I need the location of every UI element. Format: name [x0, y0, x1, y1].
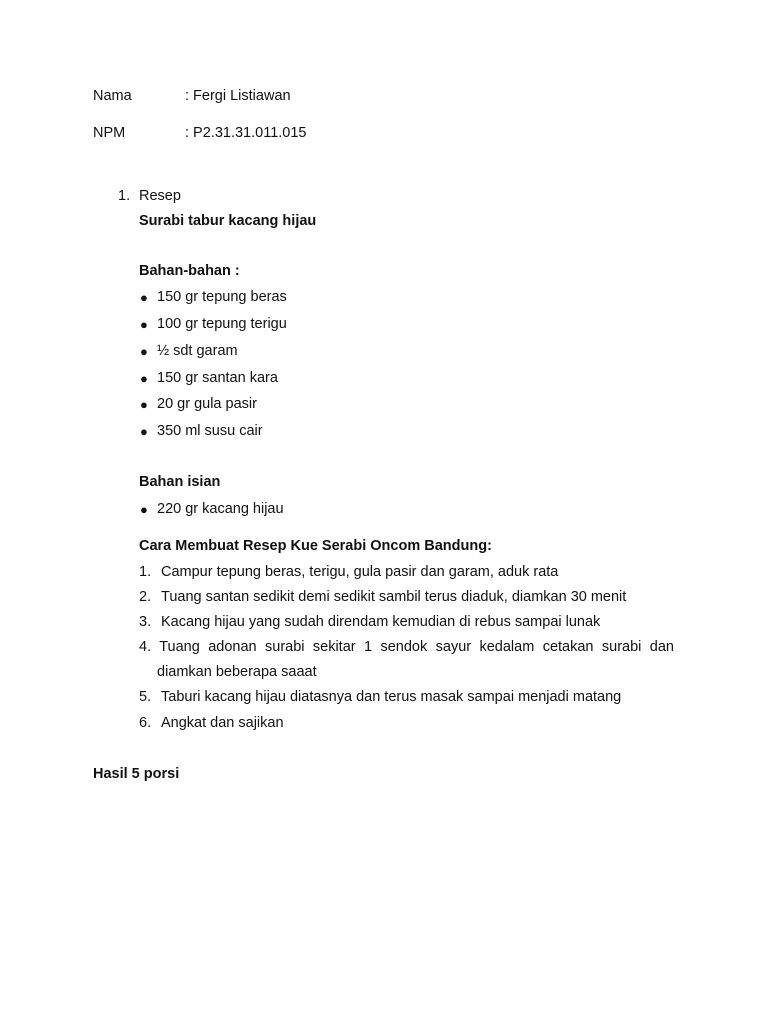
result-text: Hasil 5 porsi [93, 766, 180, 782]
step-text: Campur tepung beras, terigu, gula pasir dan garam, aduk rata [161, 564, 559, 580]
step-text-continuation: diamkan beberapa saaat [157, 664, 317, 680]
step-number: 4. [139, 639, 152, 655]
ingredient-item: ½ sdt garam [157, 343, 238, 359]
bullet-icon: ● [140, 397, 148, 412]
step-number: 1. [139, 564, 152, 580]
step-number: 5. [139, 689, 152, 705]
ingredient-item: 20 gr gula pasir [157, 396, 257, 412]
recipe-title: Surabi tabur kacang hijau [139, 213, 317, 229]
method-heading: Cara Membuat Resep Kue Serabi Oncom Bandung: [139, 538, 492, 554]
npm-value: : P2.31.31.011.015 [185, 125, 307, 141]
step-number: 6. [139, 715, 152, 731]
npm-label: NPM [93, 125, 126, 141]
ingredient-item: 350 ml susu cair [157, 423, 263, 439]
name-value: : Fergi Listiawan [185, 88, 291, 104]
step-number: 2. [139, 589, 152, 605]
step-text: Kacang hijau yang sudah direndam kemudian di rebus sampai lunak [161, 614, 601, 630]
ingredients-heading: Bahan-bahan : [139, 263, 240, 279]
ingredient-item: 150 gr santan kara [157, 370, 278, 386]
step-text: Tuang adonan surabi sekitar 1 sendok sayur kedalam cetakan surabi dan [159, 639, 674, 655]
step-text: Taburi kacang hijau diatasnya dan terus masak sampai menjadi matang [161, 689, 622, 705]
section-title: Resep [139, 188, 181, 204]
filling-heading: Bahan isian [139, 474, 221, 490]
bullet-icon: ● [140, 344, 148, 359]
bullet-icon: ● [140, 317, 148, 332]
bullet-icon: ● [140, 424, 148, 439]
step-text: Angkat dan sajikan [161, 715, 284, 731]
step-number: 3. [139, 614, 152, 630]
step-4-line [139, 639, 674, 655]
ingredient-item: 150 gr tepung beras [157, 289, 287, 305]
name-label: Nama [93, 88, 132, 104]
ingredient-item: 100 gr tepung terigu [157, 316, 287, 332]
step-text: Tuang santan sedikit demi sedikit sambil terus diaduk, diamkan 30 menit [161, 589, 627, 605]
bullet-icon: ● [140, 371, 148, 386]
filling-item: 220 gr kacang hijau [157, 501, 284, 517]
bullet-icon: ● [140, 502, 148, 517]
section-number: 1. [118, 188, 131, 204]
bullet-icon: ● [140, 290, 148, 305]
